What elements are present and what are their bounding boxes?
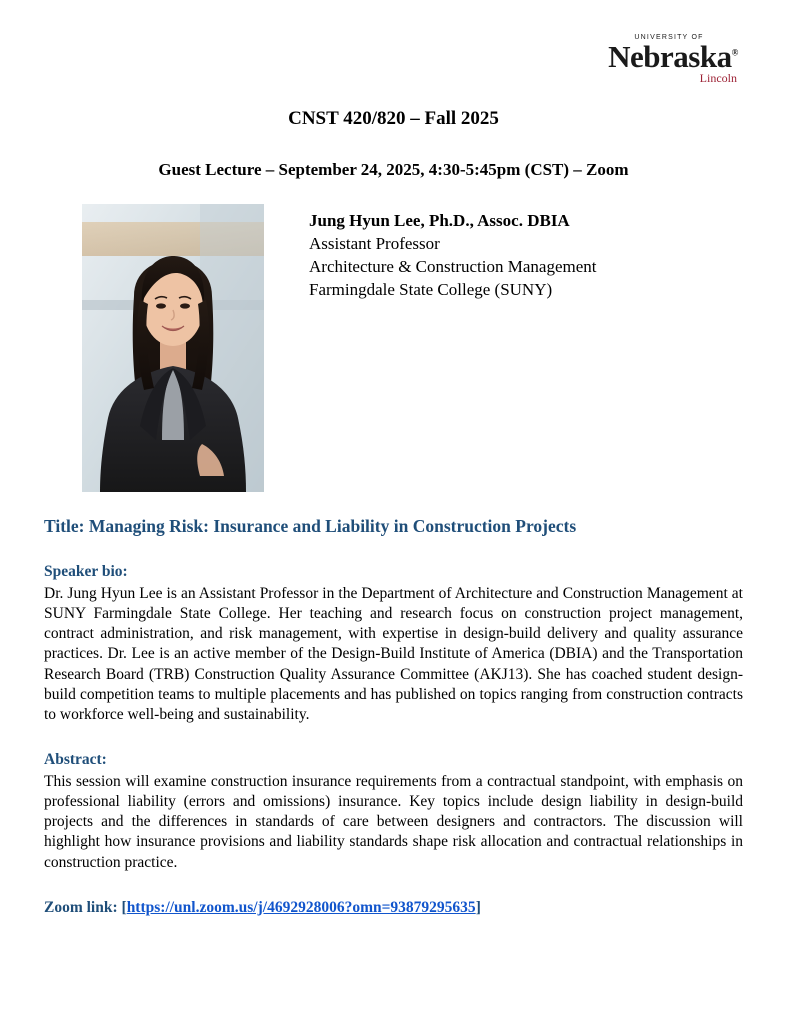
speaker-institution: Farmingdale State College (SUNY): [309, 279, 553, 299]
abstract-label: Abstract:: [44, 750, 107, 768]
zoom-link[interactable]: https://unl.zoom.us/j/4692928006?omn=93879295635: [126, 898, 476, 916]
speaker-info: [309, 210, 597, 302]
portrait-image: [82, 204, 264, 492]
zoom-link-label: Zoom link:: [44, 898, 122, 916]
speaker-department: Architecture & Construction Management: [309, 256, 597, 276]
logo-university-text: UNIVERSITY OF: [634, 34, 704, 41]
speaker-bio-text: Dr. Jung Hyun Lee is an Assistant Professor in the Department of Architecture and Construction Management at SUNY Farmingdale State College. Her teaching and research focus on construction project management, contract administration, and risk management, with expertise in design-build delivery and quality assurance practices. Dr. Lee is an active member of the Design-Build Institute of America (DBIA) and the Transportation Research Board (TRB) Construction Quality Assurance Committee (AKJ13). She has coached student design-build competition teams to multiple placements and has published on topics ranging from construction contracts to workforce well-being and sustainability.: [44, 585, 743, 723]
logo-nebraska-word: Nebraska: [608, 39, 732, 74]
logo-lincoln-text: Lincoln: [699, 71, 737, 86]
zoom-link-line: [44, 873, 743, 917]
logo-nebraska-text: [603, 39, 743, 74]
zoom-bracket-open: [: [121, 898, 127, 916]
speaker-portrait: [82, 204, 264, 492]
unl-logo: [603, 34, 743, 84]
course-title: CNST 420/820 – Fall 2025: [288, 108, 499, 129]
zoom-bracket-close: ]: [475, 898, 481, 916]
abstract-text: This session will examine construction insurance requirements from a contractual standpoint, with emphasis on professional liability (errors and omissions) insurance. Key topics include design liability in design-build projects and the differences in standards of care between designers and contractors. The discussion will highlight how insurance provisions and liability standards shape risk allocation and contractual relationships in construction practice.: [44, 772, 743, 871]
logo-registered-mark: ®: [731, 47, 738, 58]
speaker-bio-label: Speaker bio:: [44, 563, 128, 580]
speaker-role: Assistant Professor: [309, 233, 440, 253]
speaker-name: Jung Hyun Lee, Ph.D., Assoc. DBIA: [309, 211, 570, 230]
lecture-details: Guest Lecture – September 24, 2025, 4:30-5:45pm (CST) – Zoom: [158, 160, 629, 179]
talk-title: Title: Managing Risk: Insurance and Liability in Construction Projects: [44, 516, 577, 536]
speaker-block: [44, 204, 743, 502]
